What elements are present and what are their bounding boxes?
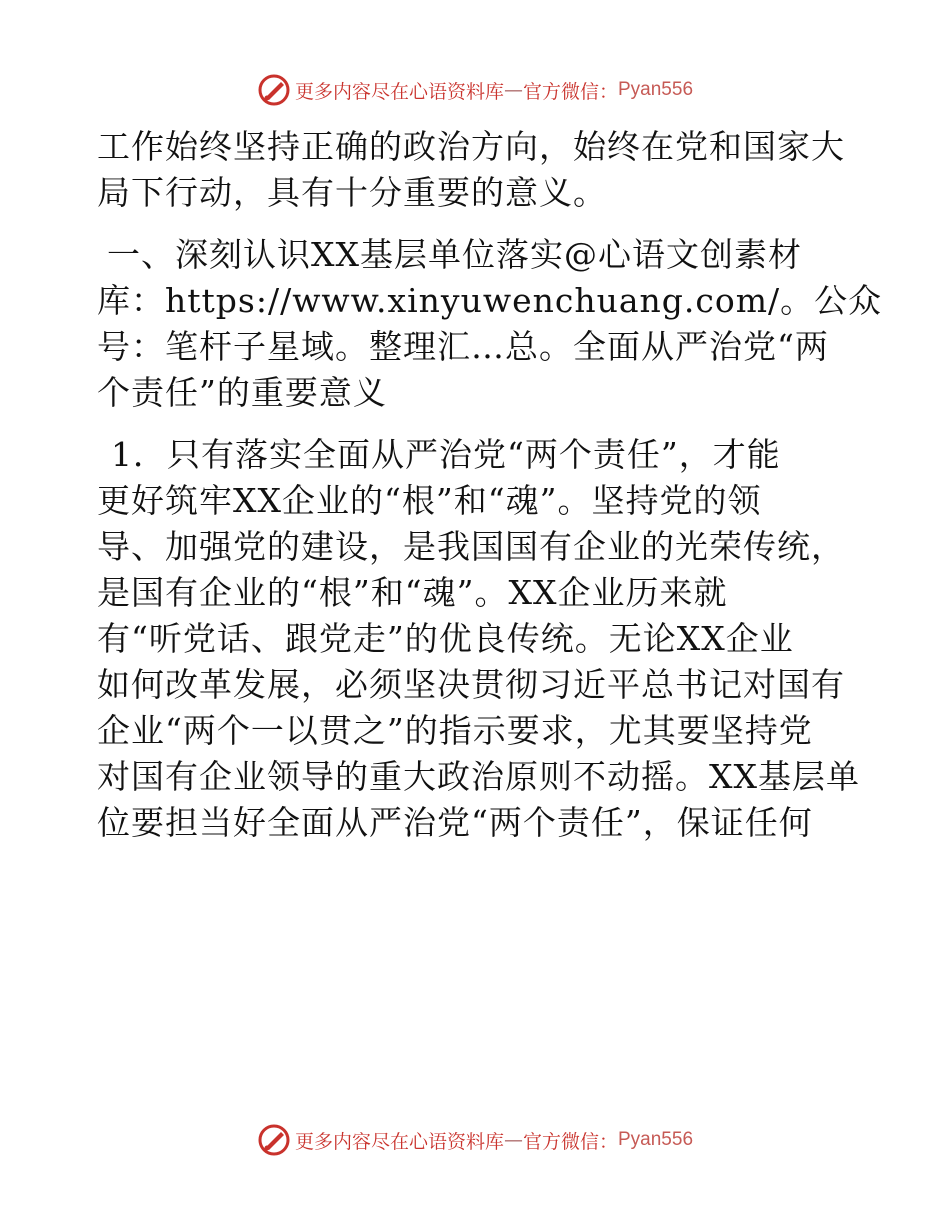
text-line: 一、深刻认识XX基层单位落实@心语文创素材 xyxy=(107,235,802,274)
document-body xyxy=(97,124,883,846)
text-line: 有“听党话、跟党走”的优良传统。无论XX企业 xyxy=(97,619,794,658)
text-line: 如何改革发展，必须坚决贯彻习近平总书记对国有 xyxy=(97,665,845,704)
paragraph xyxy=(97,432,867,846)
section-heading xyxy=(97,232,883,416)
watermark-text: 更多内容尽在心语资料库 xyxy=(294,1130,504,1153)
text-line: 局下行动，具有十分重要的意义。 xyxy=(97,173,607,212)
watermark-id: Pyan556 xyxy=(618,79,694,100)
paragraph xyxy=(97,124,867,216)
text-line: 是国有企业的“根”和“魂”。XX企业历来就 xyxy=(97,573,728,612)
text-line: 号：笔杆子星域。整理汇…总。全面从严治党“两 xyxy=(97,327,829,366)
header-watermark xyxy=(0,70,950,110)
text-line: 导、加强党的建设，是我国国有企业的光荣传统， xyxy=(97,527,845,566)
text-line: 个责任”的重要意义 xyxy=(97,373,387,412)
text-line: 库：https://www.xinyuwenchuang.com/。公众 xyxy=(97,281,883,320)
text-line: 位要担当好全面从严治党“两个责任”，保证任何 xyxy=(97,803,813,842)
watermark-dash: — xyxy=(503,1129,523,1151)
text-line: 对国有企业领导的重大政治原则不动摇。XX基层单 xyxy=(97,757,860,796)
text-line: 企业“两个一以贯之”的指示要求，尤其要坚持党 xyxy=(97,711,813,750)
watermark-id: Pyan556 xyxy=(618,1129,694,1150)
footer-watermark xyxy=(0,1120,950,1160)
logo-icon xyxy=(257,1123,291,1157)
watermark-dash: — xyxy=(503,79,523,101)
watermark-text: 更多内容尽在心语资料库 xyxy=(294,80,504,103)
text-line: 更好筑牢XX企业的“根”和“魂”。坚持党的领 xyxy=(97,481,762,520)
watermark-label: 官方微信： xyxy=(522,1130,618,1153)
text-line: 1．只有落实全面从严治党“两个责任”，才能 xyxy=(111,435,781,474)
text-line: 工作始终坚持正确的政治方向，始终在党和国家大 xyxy=(97,127,845,166)
watermark-label: 官方微信： xyxy=(522,80,618,103)
logo-icon xyxy=(257,73,291,107)
